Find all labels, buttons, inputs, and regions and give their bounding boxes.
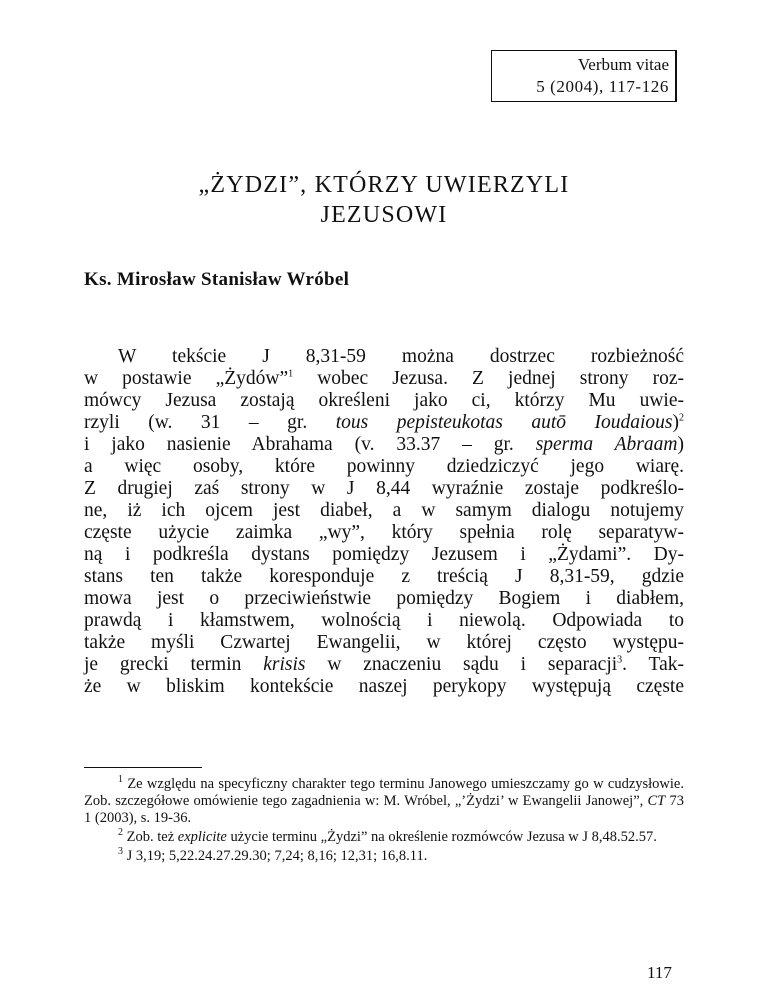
body-line: W tekście J 8,31-59 można dostrzec rozbieżność: [118, 346, 684, 367]
body-line: Z drugiej zaś strony w J 8,44 wyraźnie zostaje podkreślo-: [84, 478, 684, 499]
footnote-1: $^1$ Ze względu na specyficzny charakter tego terminu Janowego umieszczamy go w cudzysłowie. Zob. szczegółowe omówienie tego zagadnienia w: M. Wróbel, „’Żydzi’ w Ewangelii Janowej”, CT 73 1 (2003), s. 19-36.: [84, 774, 685, 826]
footnote-ref: 1: [288, 368, 294, 380]
footnotes: [84, 776, 684, 867]
body-line: rzyli (w. 31 – gr. tous pepisteukotas autō Ioudaious)$^2$: [84, 412, 684, 433]
body-line: częste użycie zaimka „wy”, który spełnia rolę separatyw-: [84, 522, 684, 543]
body-line: a więc osoby, które powinny dziedziczyć jego wiarę.: [84, 456, 684, 477]
body-line: w postawie „Żydów”$^1$ wobec Jezusa. Z jednej strony roz-: [84, 368, 684, 389]
footnote-2: $^2$ Zob. też explicite użycie terminu „Żydzi” na określenie rozmówców Jezusa w J 8,48.52.57.: [118, 827, 657, 845]
journal-name: Verbum vitae: [577, 55, 669, 74]
body-line: i jako nasienie Abrahama (v. 33.37 – gr. sperma Abraam): [84, 434, 684, 455]
body-line: mówcy Jezusa zostają określeni jako ci, którzy Mu uwie-: [84, 390, 684, 411]
title-line-1: „ŻYDZI”, KTÓRZY UWIERZYLI: [198, 172, 570, 198]
footnote-number: 1: [118, 774, 123, 786]
footnote-separator: [84, 767, 202, 768]
footnote-number: 3: [118, 846, 123, 858]
body-line: stans ten także koresponduje z treścią J 8,31-59, gdzie: [84, 566, 684, 587]
author-name: Ks. Mirosław Stanisław Wróbel: [84, 269, 350, 290]
body-line: ną i podkreśla dystans pomiędzy Jezusem i „Żydami”. Dy-: [84, 544, 684, 565]
journal-issue: 5 (2004), 117-126: [536, 77, 669, 96]
body-line: je grecki termin krisis w znaczeniu sądu i separacji$^3$. Tak-: [84, 654, 684, 675]
body-line: także myśli Czwartej Ewangelii, w której często występu-: [84, 632, 684, 653]
article-title: [0, 170, 768, 230]
body-line: mowa jest o przeciwieństwie pomiędzy Bogiem i diabłem,: [84, 588, 684, 609]
title-line-2: JEZUSOWI: [320, 202, 448, 228]
footnote-3: $^3$ J 3,19; 5,22.24.27.29.30; 7,24; 8,16; 12,31; 16,8.11.: [118, 846, 428, 864]
page-number: 117: [647, 963, 672, 982]
journal-citation-box: [491, 50, 677, 102]
footnote-number: 2: [118, 827, 123, 839]
footnote-ref: 3: [617, 654, 623, 666]
body-paragraph: [84, 346, 684, 698]
footnote-ref: 2: [679, 412, 684, 424]
body-line: ne, iż ich ojcem jest diabeł, a w samym dialogu notujemy: [84, 500, 684, 521]
body-line: prawdą i kłamstwem, wolnością i niewolą. Odpowiada to: [84, 610, 684, 631]
body-line: że w bliskim kontekście naszej perykopy występują częste: [84, 676, 684, 697]
